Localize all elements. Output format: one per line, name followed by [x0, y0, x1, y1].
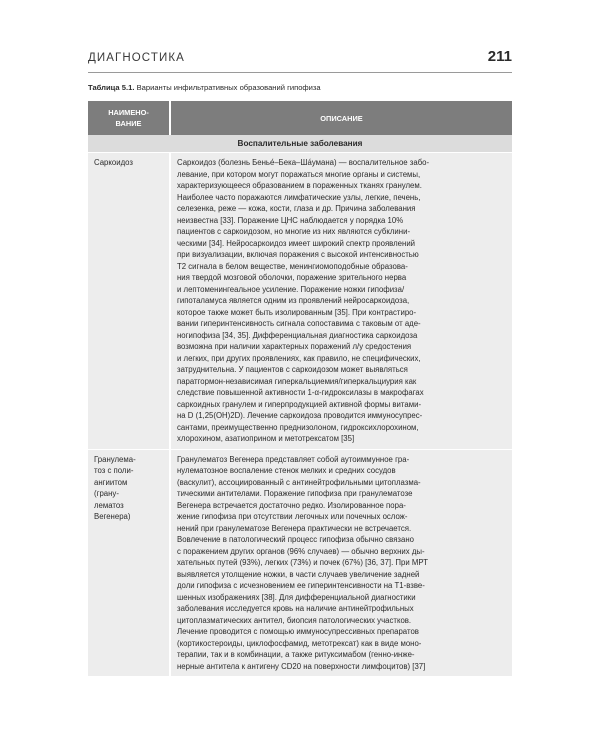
row-description-line: жение гипофиза при отсутствии легочных или почечных ослож- [177, 512, 408, 521]
row-name-wegener [88, 450, 170, 677]
row-description-line: нений при гранулематозе Вегенера практически не встречается. [177, 523, 412, 533]
row-description-line: ния твердой мозговой оболочки, поражение зрительного нерва [177, 273, 407, 282]
row-description-wegener [170, 450, 512, 677]
header-rule [88, 72, 512, 73]
row-description-line: нулематозное воспаление стенок мелких и средних сосудов [177, 466, 396, 475]
row-name-line: Вегенера) [94, 512, 131, 521]
row-description-line: шенных изображениях [38]. Для дифференциальной диагностики [177, 592, 416, 602]
row-name-line: тоз с поли- [94, 466, 134, 475]
row-description-line: выявляется утолщение ножки, в части случаев увеличение задней [177, 569, 420, 579]
section-title: ДИАГНОСТИКА [88, 52, 185, 64]
row-name-line: Саркоидоз [94, 158, 133, 167]
table-row [88, 450, 512, 677]
row-description-line: терапии, так и в комбинации, а также ритуксимабом (генно-инже- [177, 650, 415, 659]
row-description-line: ческими [34]. Нейросаркоидоз имеет широкий спектр проявлений [177, 238, 416, 248]
row-description-line: неизвестна [33]. Поражение ЦНС наблюдается у порядка 10% [177, 215, 404, 225]
row-description-line: и лептоменингеальное усиление. Поражение ножки гипофиза/ [177, 284, 405, 294]
row-description-line: хательных путей (93%), легких (73%) и почек (67%) [36, 37]. При МРТ [177, 558, 428, 567]
group-row [88, 135, 512, 152]
row-name-line: лематоз [94, 500, 124, 510]
page-header [88, 47, 512, 69]
row-description-line: Наиболее часто поражаются лимфатические узлы, легкие, печень, [177, 192, 421, 202]
column-header-name-line2: ВАНИЕ [115, 119, 142, 128]
column-header-description: ОПИСАНИЕ [170, 101, 512, 135]
row-description-line: следствие повышенной активности 1-α-гидроксилазы в макрофагах [177, 388, 424, 397]
row-description-line: Лечение проводится с помощью иммуносупрессивных препаратов [177, 627, 419, 636]
row-description-line: затруднительна. У пациентов с саркоидозом может выявляться [177, 365, 408, 374]
row-description-line: Саркоидоз (болезнь Бенье́–Бека–Ша́умана) — воспалительное забо- [177, 158, 430, 167]
row-name-sarcoidosis [88, 153, 170, 449]
row-description-line: доли гипофиза с исчезновением ее гиперинтенсивности на Т1-взве- [177, 581, 425, 590]
row-description-line: при визуализации, включая поражения с высокой интенсивностью [177, 250, 419, 259]
row-description-line: с поражением других органов (96% случаев) — обычно верхних ды- [177, 546, 425, 556]
row-description-line: селезенка, реже — кожа, кости, глаза и др. Причина заболевания [177, 204, 416, 213]
caption-label: Таблица 5.1. [88, 83, 135, 92]
row-description-line: Т2 сигнала в белом веществе, менингиомоподобные образова- [177, 261, 408, 271]
row-description-line: цитоплазматических антител, биопсия патологических участков. [177, 615, 412, 625]
row-description-line: заболевания исследуется кровь на наличие антинейтрофильных [177, 604, 414, 613]
row-description-line: вании гиперинтенсивность сигнала сопоставима с таковым от аде- [177, 319, 421, 328]
group-label: Воспалительные заболевания [88, 135, 512, 152]
row-description-line: паратгормон-независимая гиперкальциемия/гиперкальциурия как [177, 376, 417, 386]
row-description-line: (васкулит), ассоциированный с антинейтрофильными цитоплазма- [177, 477, 421, 487]
row-description-line: на D (1,25(OH)2D). Лечение саркоидоза проводится иммуносупрес- [177, 411, 423, 420]
row-description-sarcoidosis [170, 153, 512, 449]
row-name-line: Гранулема- [94, 454, 136, 464]
row-description-line: Гранулематоз Вегенера представляет собой аутоиммунное гра- [177, 454, 410, 464]
caption-text: Варианты инфильтративных образований гипофиза [136, 83, 321, 92]
row-description-line: тическими антителами. Поражение гипофиза при гранулематозе [177, 489, 413, 498]
row-name-line: (грану- [94, 489, 119, 498]
column-header-name-line1: НАИМЕНО- [108, 108, 149, 117]
row-description-line: левание, при котором могут поражаться многие органы и системы, [177, 169, 421, 179]
row-description-line: и легких, при других проявлениях, как правило, не специфических, [177, 353, 421, 363]
row-description-line: возможна при наличии характерных поражений л/у средостения [177, 342, 412, 351]
row-description-line: хлорохином, азатиоприном и метотрексатом [35] [177, 434, 355, 443]
row-description-line: Вовлечение в патологический процесс гипофиза обычно связано [177, 535, 414, 544]
row-description-line: характеризующееся образованием в пораженных тканях гранулем. [177, 181, 422, 190]
row-description-line: саркоидных гранулем и гиперпродукцией активной формы витами- [177, 399, 422, 409]
table-header-row [88, 101, 512, 135]
row-description-line: ногипофиза [34, 35]. Дифференциальная диагностика саркоидоза [177, 330, 418, 340]
table-caption [88, 83, 512, 92]
page-number: 211 [487, 48, 512, 65]
row-description-line: сантами, преимущественно преднизолоном, гидроксихлорохином, [177, 422, 419, 432]
row-description-line: нерные антитела к антигену CD20 на поверхности лимфоцитов) [37] [177, 661, 426, 671]
row-description-line: пациентов с саркоидозом, но многие из них являются субклини- [177, 227, 411, 236]
row-name-line: ангиитом [94, 477, 128, 487]
infiltrative-table [88, 101, 512, 676]
column-header-name [88, 101, 170, 135]
table-row [88, 153, 512, 449]
row-description-line: которое также может быть изолированным [35]. При контрастиро- [177, 307, 417, 317]
row-description-line: Вегенера встречается достаточно редко. Изолированное пора- [177, 500, 406, 510]
row-description-line: (кортикостероиды, циклофосфамид, метотрексат) как в виде моно- [177, 638, 422, 648]
row-description-line: гипоталамуса является одним из проявлений нейросаркоидоза, [177, 296, 410, 305]
